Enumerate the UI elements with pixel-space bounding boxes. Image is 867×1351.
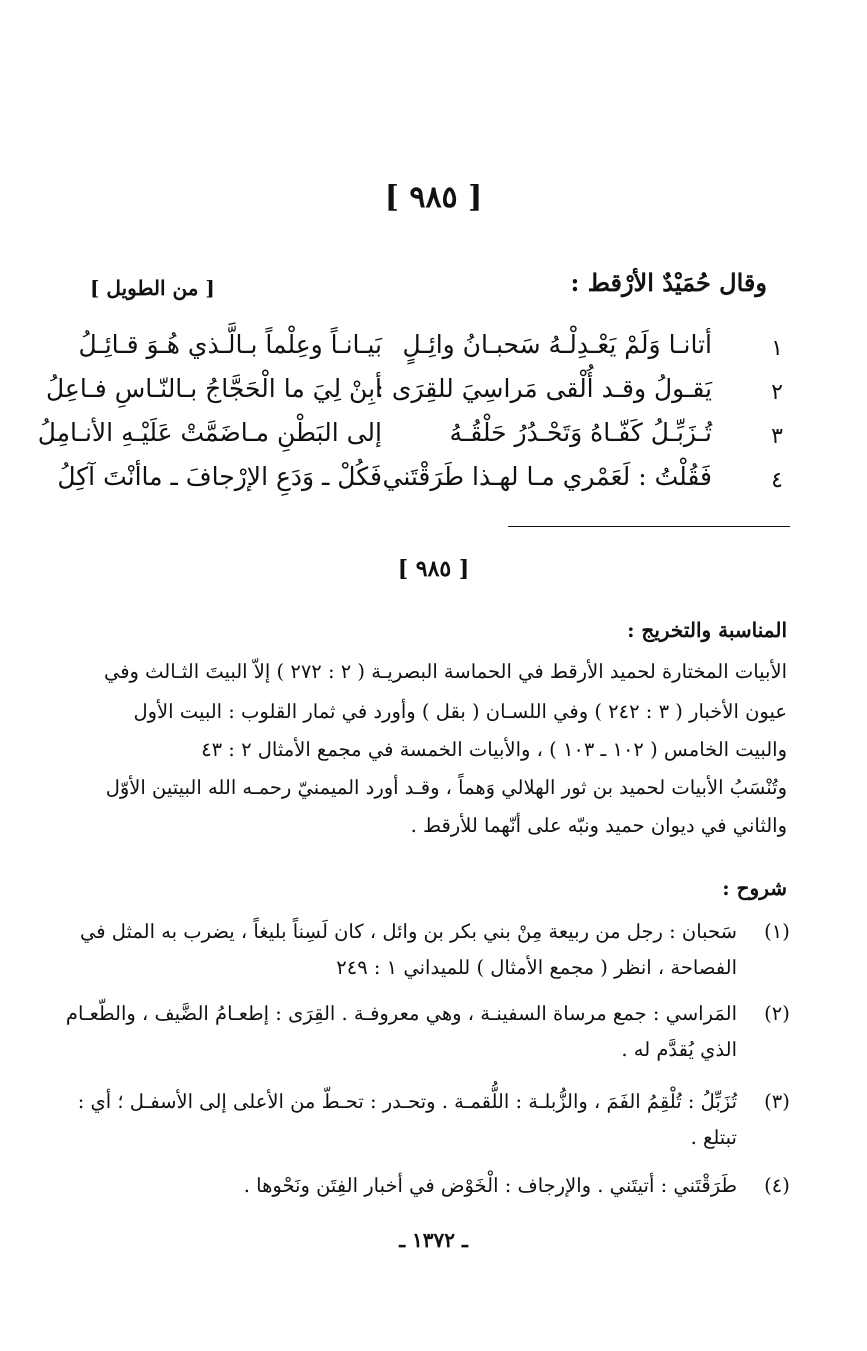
footnote-number: (٢) (764, 1002, 790, 1025)
verse-number: ١ (771, 336, 783, 361)
shuruh-heading: شروح : (722, 876, 787, 900)
footnote-line: تُزَبِّلُ : تُلْقِمُ الفَمَ ، والزُّبلـة : اللُّقمـة . وتحـدر : تحـطّ من الأعلى إلى الأسفـل ؛ أي : (77, 1090, 737, 1113)
poem-intro: وقال حُمَيْدٌ الأرْقط : (570, 268, 767, 297)
footnote-text (67, 1168, 737, 1204)
verse-first-hemistich: يَقـولُ وقـد أُلْقى مَراسِيَ للقِرَى : (375, 374, 712, 403)
page-number: ـ ١٣٧٢ ـ (399, 1228, 468, 1252)
footnote-text (67, 996, 737, 1068)
footnote-number: (١) (764, 920, 790, 943)
footnote-text (67, 1084, 737, 1156)
verse-first-hemistich: أتانـا وَلَمْ يَعْـدِلْـهُ سَحبـانُ وائِـلٍ (402, 330, 712, 359)
verse-row (57, 462, 792, 514)
poem-number: [ ٩٨٥ ] (384, 180, 483, 215)
footnote-number: (٤) (764, 1174, 790, 1197)
footnote-text (67, 914, 737, 986)
verse-number: ٣ (771, 424, 783, 449)
footnote-line: سَحبان : رجل من ربيعة مِنْ بني بكر بن وائل ، كان لَسِناً بليغاً ، يضرب به المثل في (79, 920, 737, 943)
takhrij-line: وتُنْسَبُ الأبيات لحميد بن ثور الهلالي وَهماً ، وقـد أورد الميمنيّ رحمـه الله البيتين الأوّل (105, 776, 787, 799)
takhrij-line: والبيت الخامس ( ١٠٢ ـ ١٠٣ ) ، والأبيات الخمسة في مجمع الأمثال ٢ : ٤٣ (201, 738, 787, 761)
verse-second-hemistich: إلى البَطْنِ مـاضَمَّتْ عَلَيْـهِ الأنـامِلُ (37, 418, 382, 447)
takhrij-heading: المناسبة والتخريج : (627, 618, 787, 642)
takhrij-line: عيون الأخبار ( ٣ : ٢٤٢ ) وفي اللسـان ( بقل ) وأورد في ثمار القلوب : البيت الأول (133, 700, 787, 723)
footnote-line: المَراسي : جمع مرساة السفينـة ، وهي معروفـة . القِرَى : إطعـامُ الضَّيف ، والطّعـام (65, 1002, 737, 1025)
footnote-line: تبتلع . (690, 1126, 737, 1149)
poem-meter: [ من الطويل ] (90, 276, 215, 300)
footnote-line: الفصاحة ، انظر ( مجمع الأمثال ) للميداني ١ : ٢٤٩ (336, 956, 737, 979)
verse-second-hemistich: فَكُلْ ـ وَدَعِ الإرْجافَ ـ ماأنْتَ آكِلُ (57, 462, 382, 491)
verse-first-hemistich: تُـزَبِّـلُ كَفّـاهُ وَتَحْـدُرُ حَلْقُـهُ (449, 418, 712, 447)
verse-second-hemistich: أبِنْ لِيَ ما الْحَجَّاجُ بـالنّـاسِ فـاعِلُ (46, 374, 382, 403)
verse-number: ٢ (771, 380, 783, 405)
footnote-line: طَرَقْتَني : أتيتَني . والإرجاف : الْخَوْض في أخبار الفِتَن ونَحْوها . (243, 1174, 737, 1197)
takhrij-line: والثاني في ديوان حميد ونبّه على أنّهما للأرقط . (410, 814, 787, 837)
verse-first-hemistich: فَقُلْتُ : لَعَمْري مـا لهـذا طَرَقْتَني (382, 462, 712, 491)
footnote-number: (٣) (764, 1090, 790, 1113)
commentary-number: [ ٩٨٥ ] (397, 556, 470, 582)
section-divider (508, 526, 790, 527)
takhrij-line: الأبيات المختارة لحميد الأرقط في الحماسة البصريـة ( ٢ : ٢٧٢ ) إلاّ البيتَ الثـالث وفي (103, 660, 787, 683)
verse-number: ٤ (771, 468, 783, 493)
verse-second-hemistich: بَيـانـاً وعِلْماً بـالَّـذي هُـوَ قـائِـلُ (78, 330, 382, 359)
footnote-line: الذي يُقدَّم له . (621, 1038, 737, 1061)
